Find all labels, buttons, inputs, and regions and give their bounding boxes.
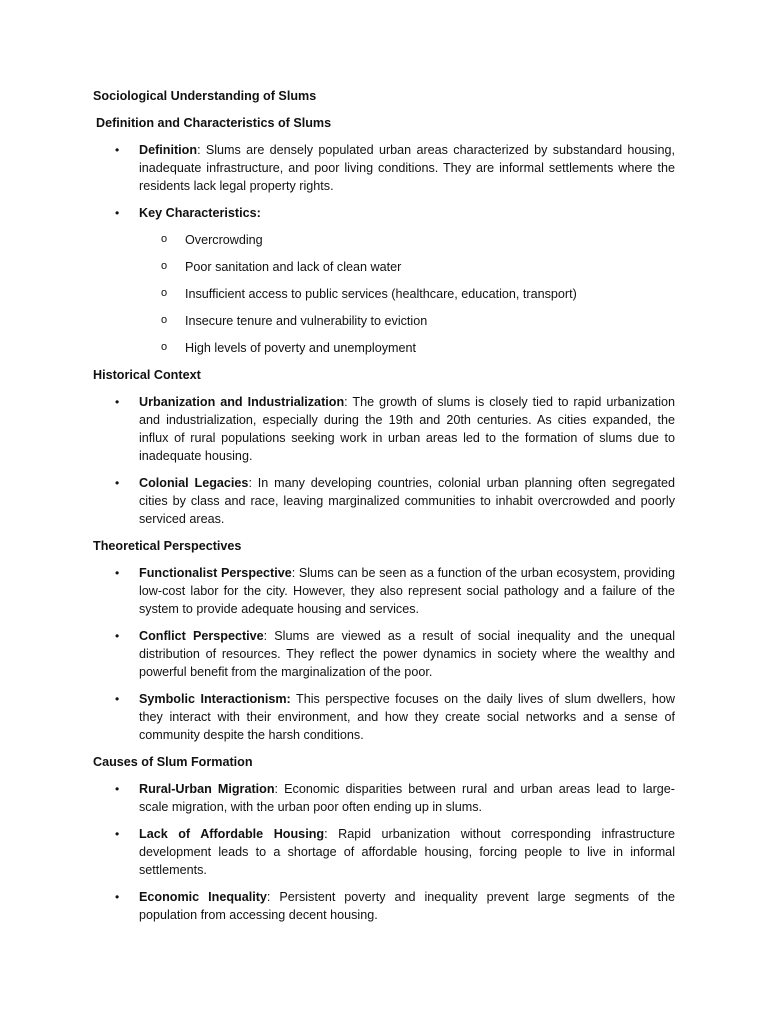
item-term: Definition <box>139 143 198 157</box>
item-term: Urbanization and Industrialization <box>139 395 345 409</box>
item-term: Colonial Legacies <box>139 476 249 490</box>
definition-list <box>93 141 675 357</box>
sub-item-text: High levels of poverty and unemployment <box>185 341 417 355</box>
item-text: : Rapid urbanization without corresponding infrastructure development leads to a shortage of affordable housing, forcing people to live in informal settlements. <box>139 827 675 877</box>
bullet-icon: • <box>115 629 120 643</box>
bullet-icon: • <box>115 566 120 580</box>
document-page <box>93 87 675 933</box>
item-text: : Economic disparities between rural and urban areas lead to large-scale migration, with the urban poor often ending up in slums. <box>139 782 675 814</box>
item-term: Economic Inequality <box>139 890 267 904</box>
list-item <box>93 564 675 618</box>
characteristics-list <box>139 231 675 357</box>
bullet-icon: • <box>115 890 120 904</box>
item-text: : Slums are viewed as a result of social inequality and the unequal distribution of resources. They reflect the power dynamics in society where the wealthy and powerful benefit from the marginalization of the poor. <box>139 629 675 679</box>
history-list <box>93 393 675 528</box>
sub-item-text: Overcrowding <box>185 233 263 247</box>
sub-list-item <box>139 339 675 357</box>
item-term: Symbolic Interactionism: <box>139 692 291 706</box>
item-term: Lack of Affordable Housing <box>139 827 325 841</box>
section-heading-causes: Causes of Slum Formation <box>93 755 253 769</box>
bullet-icon: • <box>115 395 120 409</box>
sub-list-item <box>139 285 675 303</box>
sub-list-item <box>139 231 675 249</box>
item-term: Functionalist Perspective <box>139 566 292 580</box>
circle-bullet-icon: o <box>161 314 168 326</box>
circle-bullet-icon: o <box>161 260 168 272</box>
circle-bullet-icon: o <box>161 233 168 245</box>
sub-item-text: Insecure tenure and vulnerability to eviction <box>185 314 428 328</box>
item-text: : Persistent poverty and inequality prevent large segments of the population from accessing decent housing. <box>139 890 675 922</box>
theory-list <box>93 564 675 744</box>
item-text: : Slums are densely populated urban areas characterized by substandard housing, inadequate infrastructure, and poor living conditions. They are informal settlements where the residents lack legal property rights. <box>139 143 675 193</box>
item-text: : The growth of slums is closely tied to rapid urbanization and industrialization, especially during the 19th and 20th centuries. As cities expanded, the influx of rural populations seeking work in urban areas led to the formation of slums due to inadequate housing. <box>139 395 675 463</box>
list-item <box>93 690 675 744</box>
bullet-icon: • <box>115 782 120 796</box>
item-term: Key Characteristics: <box>139 206 261 220</box>
sub-item-text: Insufficient access to public services (healthcare, education, transport) <box>185 287 577 301</box>
sub-list-item <box>139 312 675 330</box>
circle-bullet-icon: o <box>161 341 168 353</box>
list-item <box>93 825 675 879</box>
bullet-icon: • <box>115 206 120 220</box>
section-heading-history: Historical Context <box>93 368 201 382</box>
list-item <box>93 474 675 528</box>
circle-bullet-icon: o <box>161 287 168 299</box>
bullet-icon: • <box>115 827 120 841</box>
item-term: Rural-Urban Migration <box>139 782 275 796</box>
item-term: Conflict Perspective <box>139 629 264 643</box>
list-item <box>93 780 675 816</box>
section-heading-theory: Theoretical Perspectives <box>93 539 242 553</box>
item-text: : In many developing countries, colonial urban planning often segregated cities by class and race, leaving marginalized communities to inhabit overcrowded and poorly serviced areas. <box>139 476 676 526</box>
bullet-icon: • <box>115 692 120 706</box>
bullet-icon: • <box>115 476 120 490</box>
causes-list <box>93 780 675 924</box>
sub-item-text: Poor sanitation and lack of clean water <box>185 260 402 274</box>
list-item <box>93 204 675 357</box>
sub-list-item <box>139 258 675 276</box>
list-item <box>93 393 675 465</box>
item-text: This perspective focuses on the daily lives of slum dwellers, how they interact with their environment, and how they create social networks and a sense of community despite the harsh conditions. <box>139 692 675 742</box>
list-item <box>93 627 675 681</box>
section-heading-definition: Definition and Characteristics of Slums <box>96 116 332 130</box>
bullet-icon: • <box>115 143 120 157</box>
list-item <box>93 141 675 195</box>
item-text: : Slums can be seen as a function of the urban ecosystem, providing low-cost labor for the city. However, they also represent social pathology and a failure of the system to provide adequate housing and services. <box>139 566 675 616</box>
list-item <box>93 888 675 924</box>
document-title: Sociological Understanding of Slums <box>93 89 317 103</box>
